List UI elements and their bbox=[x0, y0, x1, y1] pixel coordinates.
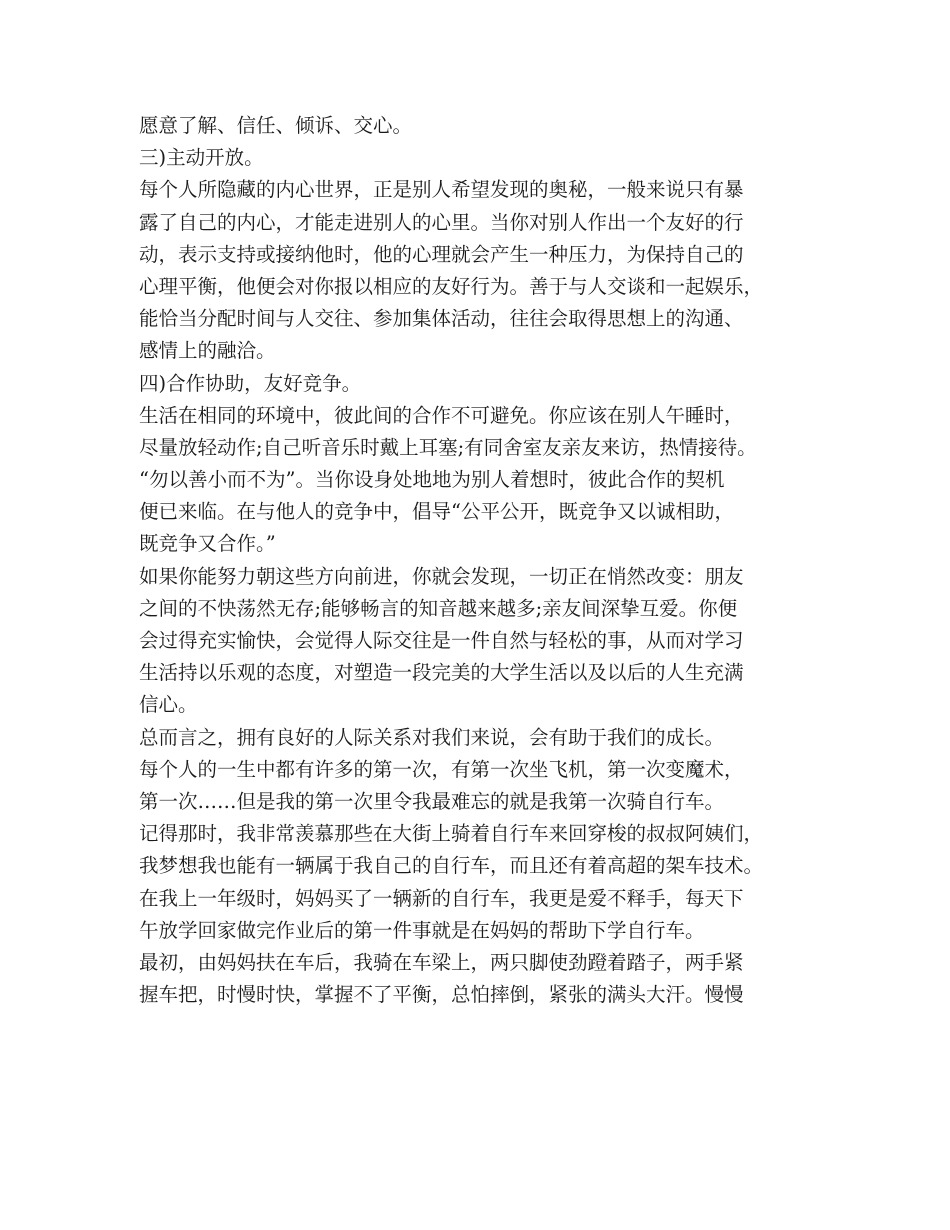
text-line: 如果你能努力朝这些方向前进，你就会发现，一切正在悄然改变：朋友 bbox=[139, 564, 744, 588]
text-line: 信心。 bbox=[139, 693, 198, 717]
document-body bbox=[139, 110, 839, 1011]
text-line: 能恰当分配时间与人交往、参加集体活动，往往会取得思想上的沟通、 bbox=[139, 307, 744, 331]
section-heading: 三)主动开放。 bbox=[139, 146, 264, 170]
text-line: 便已来临。在与他人的竞争中，倡导“公平公开，既竞争又以诚相助， bbox=[139, 500, 734, 524]
text-line: 会过得充实愉快，会觉得人际交往是一件自然与轻松的事，从而对学习 bbox=[139, 629, 744, 652]
text-line: 最初，由妈妈扶在车后，我骑在车梁上，两只脚使劲蹬着踏子，两手紧 bbox=[139, 950, 744, 974]
text-line: 握车把，时慢时快，掌握不了平衡，总怕摔倒，紧张的满头大汗。慢慢 bbox=[139, 983, 744, 1007]
text-line: 第一次……但是我的第一次里令我最难忘的就是我第一次骑自行车。 bbox=[139, 789, 725, 813]
text-line: 之间的不快荡然无存;能够畅言的知音越来越多;亲友间深挚互爱。你便 bbox=[139, 596, 738, 620]
text-line: 既竞争又合作。” bbox=[139, 532, 276, 556]
text-line: 总而言之，拥有良好的人际关系对我们来说，会有助于我们的成长。 bbox=[139, 725, 725, 749]
text-line: 生活持以乐观的态度，对塑造一段完美的大学生活以及以后的人生充满 bbox=[139, 661, 744, 685]
text-line: 尽量放轻动作;自己听音乐时戴上耳塞;有同舍室友亲友来访，热情接待。 bbox=[139, 435, 757, 459]
text-line: “勿以善小而不为”。当你设身处地地为别人着想时，彼此合作的契机 bbox=[139, 468, 725, 492]
text-line: 记得那时，我非常羡慕那些在大街上骑着自行车来回穿梭的叔叔阿姨们， bbox=[139, 822, 764, 846]
text-line: 动，表示支持或接纳他时，他的心理就会产生一种压力，为保持自己的 bbox=[139, 242, 744, 266]
text-line: 感情上的融洽。 bbox=[139, 339, 276, 363]
section-heading: 四)合作协助，友好竞争。 bbox=[139, 371, 362, 395]
text-line: 我梦想我也能有一辆属于我自己的自行车，而且还有着高超的架车技术。 bbox=[139, 854, 764, 878]
text-line: 每个人所隐藏的内心世界，正是别人希望发现的奥秘，一般来说只有暴 bbox=[139, 178, 744, 202]
text-line: 在我上一年级时，妈妈买了一辆新的自行车，我更是爱不释手，每天下 bbox=[139, 886, 744, 910]
text-line: 每个人的一生中都有许多的第一次，有第一次坐飞机，第一次变魔术， bbox=[139, 757, 744, 781]
text-line: 午放学回家做完作业后的第一件事就是在妈妈的帮助下学自行车。 bbox=[139, 918, 705, 942]
text-line: 愿意了解、信任、倾诉、交心。 bbox=[139, 114, 413, 137]
text-line: 心理平衡，他便会对你报以相应的友好行为。善于与人交谈和一起娱乐， bbox=[139, 274, 764, 298]
text-line: 生活在相同的环境中，彼此间的合作不可避免。你应该在别人午睡时， bbox=[139, 403, 744, 427]
text-line: 露了自己的内心，才能走进别人的心里。当你对别人作出一个友好的行 bbox=[139, 210, 744, 234]
